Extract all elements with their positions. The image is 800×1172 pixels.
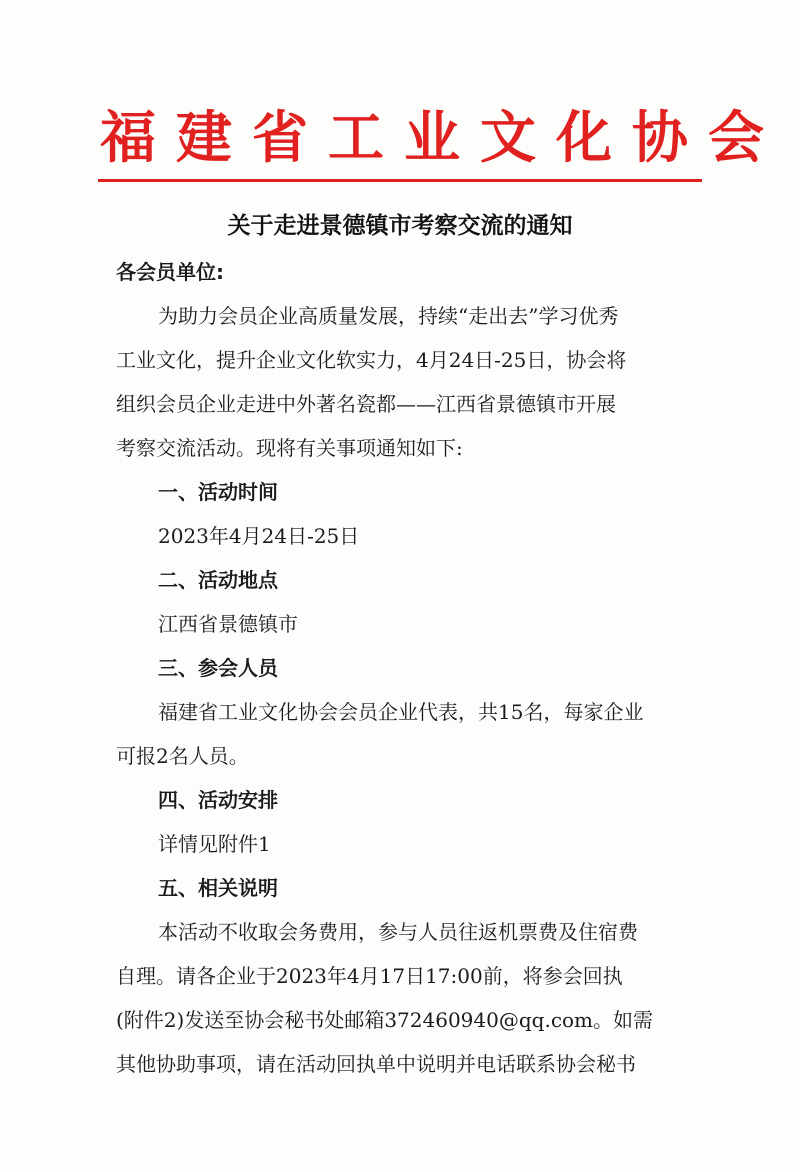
intro-line: 考察交流活动。现将有关事项通知如下:	[116, 436, 463, 460]
section-text-attendees: 福建省工业文化协会会员企业代表，共15名，每家企业	[158, 700, 644, 724]
header-red-rule	[98, 179, 702, 182]
document-title: 关于走进景德镇市考察交流的通知	[227, 212, 573, 239]
section-heading-attendees: 三、参会人员	[158, 656, 278, 680]
section-heading-time: 一、活动时间	[158, 480, 278, 504]
section-text-notes: 其他协助事项，请在活动回执单中说明并电话联系协会秘书	[116, 1052, 636, 1076]
organization-header: 福建省工业文化协会	[100, 106, 784, 171]
intro-line: 为助力会员企业高质量发展，持续“走出去”学习优秀	[158, 304, 619, 328]
intro-line: 组织会员企业走进中外著名瓷都——江西省景德镇市开展	[116, 392, 616, 416]
section-text-location: 江西省景德镇市	[158, 612, 298, 636]
section-text-notes: (附件2)发送至协会秘书处邮箱372460940@qq.com。如需	[116, 1008, 654, 1032]
salutation: 各会员单位:	[116, 260, 224, 284]
document-body	[116, 250, 696, 1086]
intro-line: 工业文化，提升企业文化软实力，4月24日-25日，协会将	[116, 348, 627, 372]
section-heading-location: 二、活动地点	[158, 568, 278, 592]
section-text-time: 2023年4月24日-25日	[158, 524, 360, 548]
section-text-notes: 本活动不收取会务费用，参与人员往返机票费及住宿费	[158, 920, 638, 944]
section-text-schedule: 详情见附件1	[158, 832, 271, 856]
section-text-attendees: 可报2名人员。	[116, 744, 249, 768]
section-text-notes: 自理。请各企业于2023年4月17日17:00前，将参会回执	[116, 964, 623, 988]
section-heading-notes: 五、相关说明	[158, 876, 278, 900]
section-heading-schedule: 四、活动安排	[158, 788, 278, 812]
